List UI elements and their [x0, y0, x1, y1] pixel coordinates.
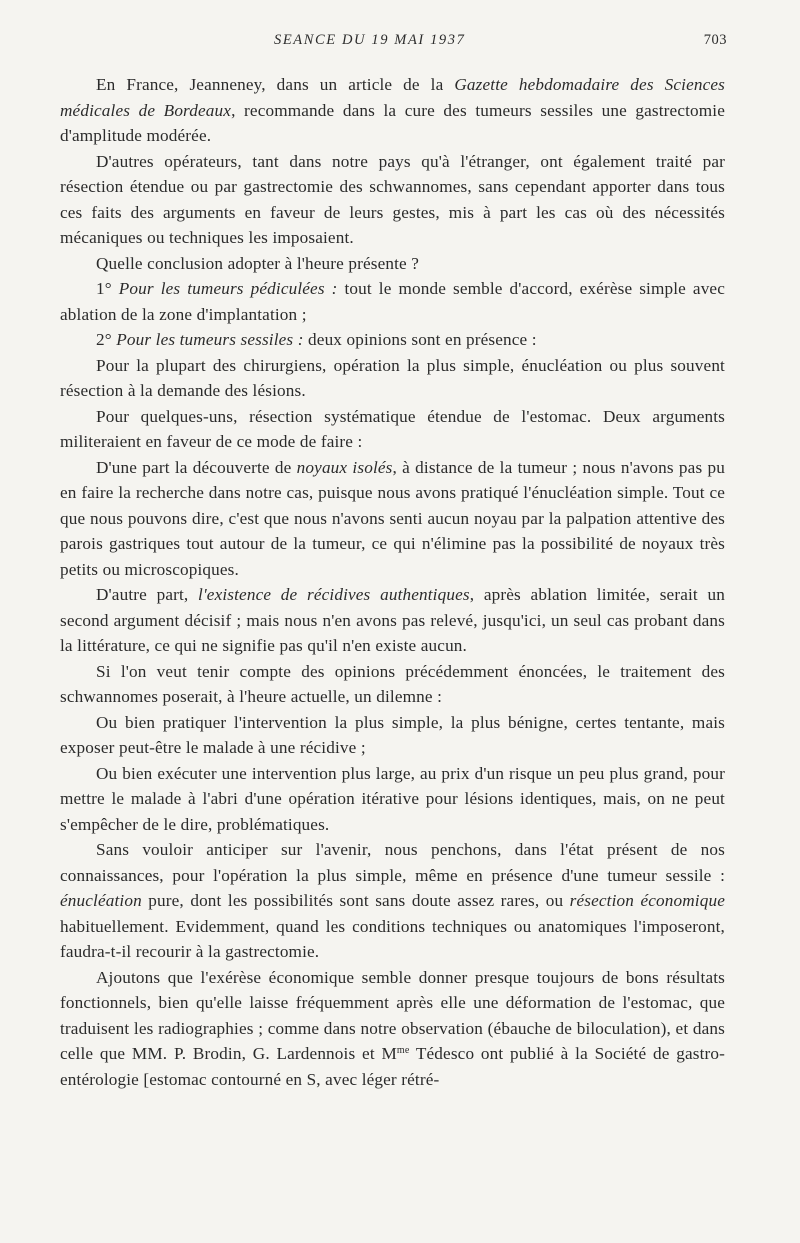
text-segment: deux opinions sont en présence : [303, 330, 537, 349]
italic-text: l'existence de récidives authentiques [198, 585, 470, 604]
text-segment: habituellement. Evidemment, quand les conditions techniques ou anatomiques l'imposeront, faudra-t-il recourir à la gastrectomie. [60, 916, 725, 961]
text-segment: D'une part la découverte de [96, 457, 297, 477]
page-number: 703 [703, 32, 727, 48]
text-segment: tout le monde semble d'accord, exérèse simple avec ablation de la zone d'implantation ; [60, 279, 725, 324]
running-title: SEANCE DU 19 MAI 1937 [274, 32, 466, 48]
text-segment: En France, Jeanneney, dans un article de la [96, 75, 455, 94]
text-segment: Pour la plupart des chirurgiens, opération la plus simple, énucléation ou plus souvent résection à la demande des lésions. [60, 355, 725, 400]
text-segment: , recommande dans la cure des tumeurs sessiles une gastrectomie d'amplitude modérée. [60, 100, 725, 145]
paragraph [60, 710, 725, 761]
text-segment: D'autre part, [96, 585, 199, 604]
italic-text: Pour les tumeurs pédiculées : [118, 279, 338, 298]
text-segment: 2° [96, 330, 117, 349]
paragraph [60, 149, 725, 251]
paragraph [60, 276, 725, 327]
text-segment: 1° [96, 279, 119, 298]
text-segment: Ou bien pratiquer l'intervention la plus simple, la plus bénigne, certes tentante, mais exposer peut-être le malade à une récidive ; [60, 712, 725, 757]
paragraph [60, 659, 725, 710]
paragraph [60, 353, 725, 404]
italic-text: noyaux isolés [296, 457, 393, 477]
paragraph [60, 761, 725, 838]
italic-text: Gazette hebdomadaire des Sciences médicales de Bordeaux [60, 75, 725, 120]
text-segment: Ou bien exécuter une intervention plus large, au prix d'un risque un peu plus grand, pour mettre le malade à l'abri d'une opération itérative pour lésions identiques, mais, on ne peut s'empêcher de le dire, problématiques. [60, 763, 725, 834]
text-segment: D'autres opérateurs, tant dans notre pays qu'à l'étranger, ont également traité par résection étendue ou par gastrectomie des schwannomes, sans cependant apporter dans tous ces faits des arguments en faveur de leurs gestes, mis à part les cas où des nécessités mécaniques ou techniques les imposaient. [60, 151, 725, 247]
paragraph [60, 965, 725, 1093]
text-segment: Tédesco ont publié à la Société de gastro-entérologie [estomac contourné en S, avec léger rétré- [60, 1044, 725, 1089]
text-segment: , après ablation limitée, serait un second argument décisif ; mais nous n'en avons pas relevé, jusqu'ici, un seul cas probant dans la littérature, ce qui ne signifie pas qu'il n'en existe aucun. [60, 585, 725, 655]
italic-text: résection économique [569, 891, 725, 910]
text-segment: Si l'on veut tenir compte des opinions précédemment énoncées, le traitement des schwannomes poserait, à l'heure actuelle, un dilemne : [60, 661, 725, 706]
body-text [60, 72, 725, 1092]
italic-text: Pour les tumeurs sessiles : [116, 330, 304, 349]
paragraph [60, 251, 725, 277]
text-segment: Sans vouloir anticiper sur l'avenir, nous penchons, dans l'état présent de nos connaissances, pour l'opération la plus simple, même en présence d'une tumeur sessile : [60, 840, 725, 885]
text-segment: Quelle conclusion adopter à l'heure présente ? [96, 253, 420, 273]
paragraph [60, 455, 725, 583]
paragraph [60, 404, 725, 455]
italic-text: énucléation [60, 891, 142, 910]
paragraph [60, 837, 725, 965]
page-header [60, 32, 725, 56]
document-page [60, 0, 725, 1243]
text-segment: pure, dont les possibilités sont sans doute assez rares, ou [141, 891, 570, 910]
text-segment: Ajoutons que l'exérèse économique semble donner presque toujours de bons résultats fonctionnels, bien qu'elle laisse fréquemment après elle une déformation de l'estomac, que traduisent les radiographies ; comme dans notre observation (ébauche de biloculation), et dans celle que MM. P. Brodin, G. Lardennois et M [60, 967, 725, 1063]
paragraph [60, 72, 725, 149]
paragraph [60, 582, 725, 659]
text-segment: Pour quelques-uns, résection systématique étendue de l'estomac. Deux arguments militeraient en faveur de ce mode de faire : [60, 406, 725, 451]
text-segment: , à distance de la tumeur ; nous n'avons pas pu en faire la recherche dans notre cas, puisque nous avons pratiqué l'énucléation simple. Tout ce que nous pouvons dire, c'est que nous n'avons senti aucun noyau par la palpation attentive des parois gastriques tout autour de la tumeur, ce qui n'élimine pas la possibilité de noyaux très petits ou microscopiques. [60, 457, 726, 579]
superscript-text: me [396, 1045, 410, 1056]
paragraph [60, 327, 725, 353]
